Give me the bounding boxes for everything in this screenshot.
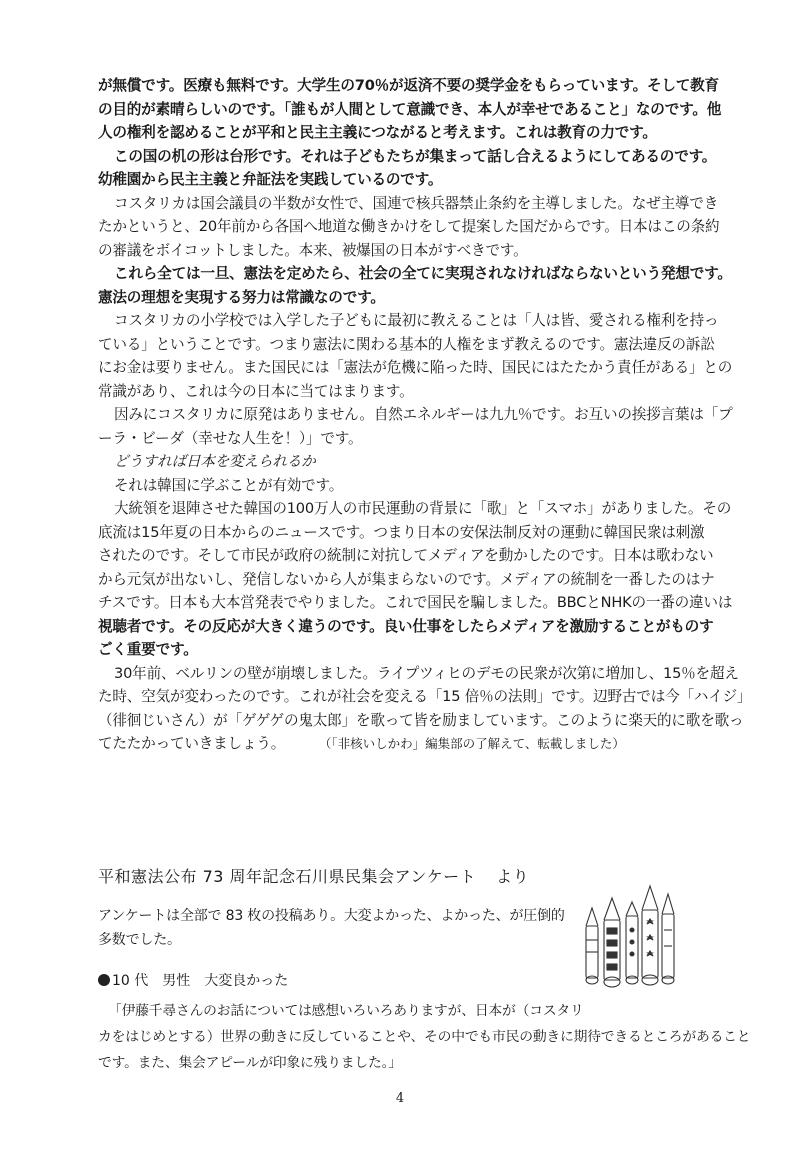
article-line-text: 底流は15年夏の日本からのニュースです。つまり日本の安保法制反対の運動に韓国民衆は刺激 [98,523,705,541]
survey-title-tail: より [496,867,530,886]
article-line-text: が無償です。医療も無料です。大学生の70％が返済不要の奨学金をもらっています。そして教育 [98,77,719,94]
article-line [98,521,726,545]
comment-line: カをはじめとする）世界の動きに反していることや、その中でも市民の動きに期待できるところがあること [98,1029,751,1045]
article-line-text: 30年前、ベルリンの壁が崩壊しました。ライプツィヒのデモの民衆が次第に増加し、15％を超え [114,664,739,682]
survey-comment [98,998,751,1076]
article-line-text: の審議をボイコットしました。本来、被爆国の日本がすべきです。 [98,241,528,259]
article-line-text: ーラ・ビーダ（幸せな人生を！）」です。 [98,429,363,447]
article-line-text: ている」ということです。つまり憲法に関わる基本的人権をまず教えるのです。憲法違反の訴訟 [98,335,715,353]
article-line-text: これら全ては一旦、憲法を定めたら、社会の全てに実現されなければならないという発想です。 [114,265,732,282]
article-line-text: たかというと、20年前から各国へ地道な働きかけをして提案した国だからです。日本はこの条約 [98,218,720,235]
article-line [98,286,726,310]
respondent-rating: 大変良かった [204,973,289,989]
article-line [98,591,733,615]
article-line-text: 憲法の理想を実現する努力は常識なのです。 [98,288,385,306]
article-line [98,615,726,639]
article-body [98,74,752,756]
article-line [98,709,744,733]
comment-line: です。また、集会アピールが印象に残りました。」 [98,1055,402,1071]
article-line [98,262,732,286]
article-line-text: どうすれば日本を変えられるか [114,453,316,470]
article-line-text: コスタリカの小学校では入学した子どもに最初に教えることは「人は皆、愛される権利を持っ [114,312,719,329]
article-line [98,544,726,568]
respondent-age: 10 代 [112,973,149,989]
article-line [98,662,739,686]
article-line-text: 幼稚園から民主主義と弁証法を実践しているのです。 [98,171,443,188]
article-line [98,427,726,451]
article-line-text: から元気が出ないし、発信しないから人が集まらないのです。メディアの統制を一番したのはナ [98,570,715,588]
article-line [98,168,726,192]
survey-intro-line: 多数でした。 [98,932,181,948]
article-line [98,215,726,239]
article-line [98,685,752,709]
article-line-text: てたたかっていきましょう。 [98,735,286,752]
article-line [98,333,726,357]
article-line-text: （徘徊じいさん）が「ゲゲゲの鬼太郎」を歌って皆を励ましています。このように楽天的に歌を歌っ [98,711,744,729]
article-line-text: されたのです。そして市民が政府の統制に対抗してメディアを動かしたのです。日本は歌わない [98,547,714,564]
article-line [98,192,726,216]
article-line [98,474,726,498]
article-line-text: 大統領を退陣させた韓国の100万人の市民運動の背景に「歌」と「スマホ」がありました。その [114,500,732,517]
article-line-text: た時、空気が変わったのです。これが社会を変える「15 倍％の法則」です。辺野古では今「ハイジ」 [98,688,752,705]
article-line [98,450,726,474]
article-line-text: 視聴者です。その反応が大きく違うのです。良い仕事をしたらメディアを激励することがものす [98,617,714,635]
article-line [98,239,726,263]
article-line [98,121,726,145]
article-line [98,145,726,169]
pencils-illustration-icon [578,880,678,996]
article-line-text: 常識があり、これは今の日本に当てはまります。 [98,382,414,400]
article-line [98,98,726,122]
article-line [98,638,726,662]
article-line [98,380,726,404]
survey-intro-line: アンケートは全部で 83 枚の投稿あり。大変よかった、よかった、が圧倒的 [98,908,565,924]
article-line-text: にお金は要りません。また国民には「憲法が危機に陥った時、国民にはたたかう責任がある」との [98,359,733,376]
reprint-credit: （「非核いしかわ」編集部の了解えて、転載しました） [325,736,625,751]
article-line-text: それは韓国に学ぶことが有効です。 [114,476,344,494]
survey-intro [98,904,568,952]
bullet-icon [98,974,110,986]
article-line [98,732,726,756]
comment-line: 「伊藤千尋さんのお話については感想いろいろありますが、日本が（コスタリ [108,1003,584,1019]
survey-title-text: 平和憲法公布 73 周年記念石川県民集会アンケート [98,867,477,886]
article-line-text: の目的が素晴らしいのです。「誰もが人間として意識でき、本人が幸せであること」なのです。他 [98,100,722,118]
article-line-text: 人の権利を認めることが平和と民主主義につながると考えます。これは教育の力です。 [98,124,657,141]
article-line [98,356,733,380]
article-line [98,309,726,333]
article-line-text: この国の机の形は台形です。それは子どもたちが集まって話し合えるようにしてあるのです。 [114,147,717,165]
page-number: 4 [395,1091,405,1106]
respondent-gender: 男性 [162,973,191,989]
article-line [98,74,726,98]
respondent-info [98,970,288,990]
article-line-text: 因みにコスタリカに原発はありません。自然エネルギーは九九％です。お互いの挨拶言葉は「プ [114,406,733,423]
article-line-text: チスです。日本も大本営発表でやりました。これで国民を騙しました。BBCとNHKの一番の違いは [98,594,733,611]
article-line-text: ごく重要です。 [98,641,198,658]
article-line [98,497,732,521]
article-line [98,403,733,427]
article-line-text: コスタリカは国会議員の半数が女性で、国連で核兵器禁止条約を主導しました。なぜ主導でき [114,194,719,212]
article-line [98,568,726,592]
